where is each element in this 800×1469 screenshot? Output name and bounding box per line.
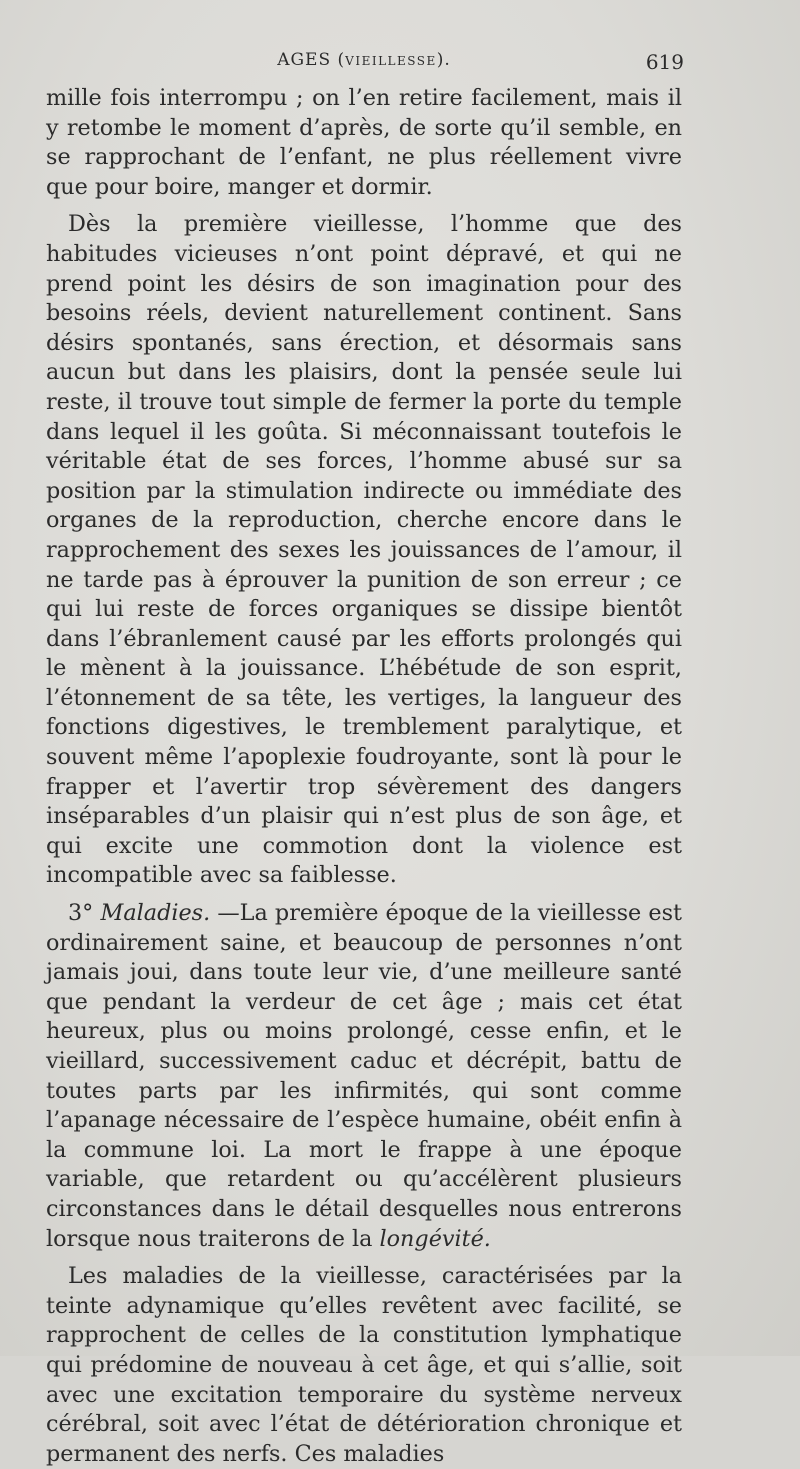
running-title bbox=[46, 50, 682, 70]
section-text-end: longévité. bbox=[379, 1225, 491, 1252]
section-text: —La première époque de la vieillesse est ordinairement saine, et beaucoup de personnes n’ont jamais joui, dans toute leur vie, d’une meilleure santé que pendant la verdeur de cet âge ; mais cet état heureux, plus ou moins prolongé, cesse enfin, et le vieillard, successivement caduc et décrépit, battu de toutes parts par les infirmités, qui sont comme l’apanage nécessaire de l’espèce humaine, obéit enfin à la commune loi. La mort le frappe à une époque variable, que retardent ou qu’accélèrent plusieurs circonstances dans le détail desquelles nous entrerons lorsque nous traiterons de la bbox=[46, 900, 682, 1252]
running-head bbox=[46, 50, 682, 78]
running-title-paren-close: ). bbox=[436, 50, 451, 70]
section-heading: Maladies. bbox=[100, 900, 211, 927]
paragraph-first-old-age: Dès la première vieillesse, l’homme que des habitudes vicieuses n’ont point dépravé, et qui ne prend point les désirs de son imagination pour des besoins réels, devient naturellement continent. Sans désirs spontanés, sans érection, et désormais sans aucun but dans les plaisirs, dont la pensée seule lui reste, il trouve tout simple de fermer la porte du temple dans lequel il les goûta. Si méconnaissant toutefois le véritable état de ses forces, l’homme abusé sur sa position par la stimulation indirecte ou immédiate des organes de la reproduction, cherche encore dans le rapprochement des sexes les jouissances de l’amour, il ne tarde pas à éprouver la punition de son erreur ; ce qui lui reste de forces organiques se dissipe bientôt dans l’ébranlement causé par les efforts prolongés qui le mènent à la jouissance. L’hébétude de son esprit, l’étonnement de sa tête, les vertiges, la langueur des fonctions digestives, le tremblement paralytique, et souvent même l’apoplexie foudroyante, sont là pour le frapper et l’avertir trop sévèrement des dangers inséparables d’un plaisir qui n’est plus de son âge, et qui excite une commotion dont la violence est incompatible avec sa faiblesse. bbox=[46, 211, 682, 889]
body-text bbox=[46, 84, 682, 1469]
paragraph-old-age-diseases: Les maladies de la vieillesse, caractérisées par la teinte adynamique qu’elles revêtent avec facilité, se rapprochent de celles de la constitution lymphatique qui prédomine de nouveau à cet âge, et qui s’allie, soit avec une excitation temporaire du système nerveux cérébral, soit avec l’état de détérioration chronique et permanent des nerfs. Ces maladies bbox=[46, 1263, 682, 1467]
running-title-sub: VIEILLESSE bbox=[345, 54, 437, 68]
page-number: 619 bbox=[645, 50, 684, 74]
paragraph-diseases bbox=[46, 899, 682, 1254]
running-title-main: AGES bbox=[277, 50, 332, 70]
paragraph-continuation: mille fois interrompu ; on l’en retire facilement, mais il y retombe le moment d’après, de sorte qu’il semble, en se rapprochant de l’enfant, ne plus réellement vivre que pour boire, manger et dormir. bbox=[46, 85, 682, 200]
running-title-paren-open: ( bbox=[337, 50, 346, 70]
section-number: 3° bbox=[68, 900, 94, 927]
